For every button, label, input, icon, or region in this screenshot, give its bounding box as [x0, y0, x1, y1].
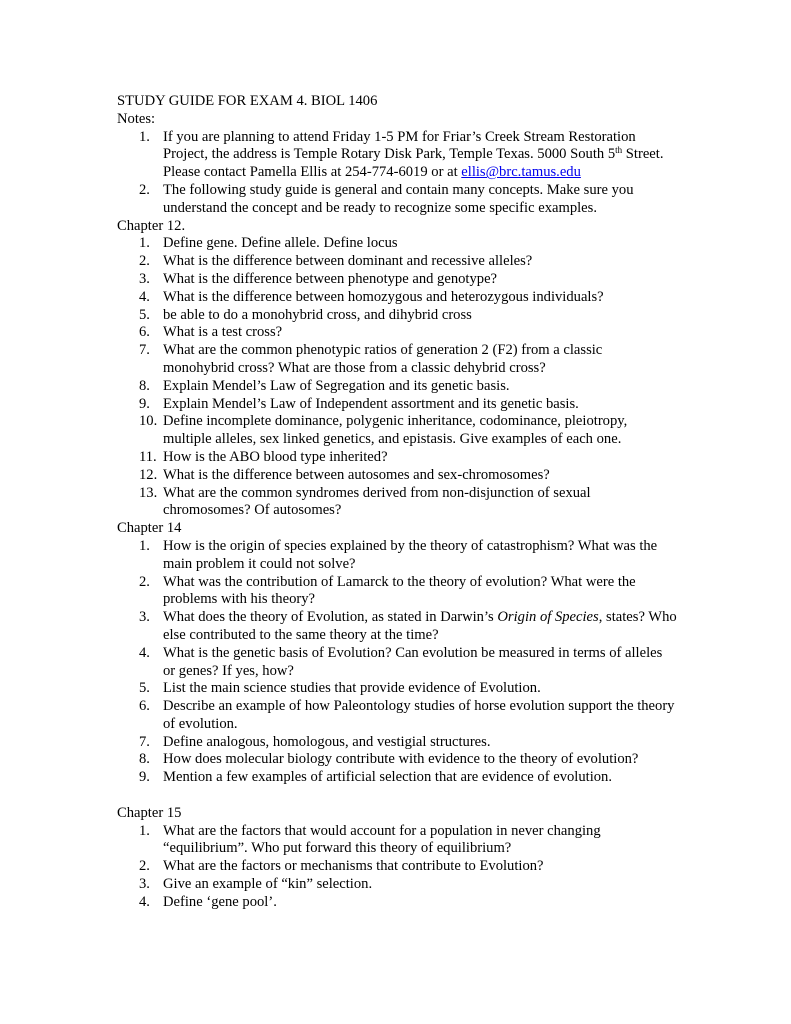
notes-item-text: The following study guide is general and contain many concepts. Make sure you understand the concept and be ready to recognize some specific examples.	[163, 181, 634, 216]
question-item	[117, 449, 677, 467]
question-item	[117, 609, 677, 645]
question-list	[117, 538, 677, 787]
question-text: What is the difference between phenotype and genotype?	[163, 270, 498, 287]
list-number: 4.	[139, 644, 150, 661]
chapter-heading: Chapter 14	[117, 520, 182, 537]
list-number: 9.	[139, 769, 150, 786]
question-text: Define ‘gene pool’.	[163, 893, 277, 910]
question-item	[117, 324, 677, 342]
document-title: STUDY GUIDE FOR EXAM 4. BIOL 1406	[117, 93, 378, 109]
question-text: Define analogous, homologous, and vestigial structures.	[163, 733, 491, 750]
list-number: 5.	[139, 306, 150, 323]
list-number: 2.	[139, 253, 150, 270]
question-list	[117, 235, 677, 520]
list-number: 5.	[139, 680, 150, 697]
notes-item	[117, 182, 677, 218]
question-item	[117, 289, 677, 307]
question-item	[117, 413, 677, 449]
question-text: Give an example of “kin” selection.	[163, 876, 373, 893]
question-text: Define incomplete dominance, polygenic inheritance, codominance, pleiotropy, multiple alleles, sex linked genetics, and epistasis. Give examples of each one.	[163, 413, 628, 448]
question-item	[117, 698, 677, 734]
question-text: How does molecular biology contribute with evidence to the theory of evolution?	[163, 751, 639, 768]
list-number: 13.	[139, 484, 158, 501]
question-text: What was the contribution of Lamarck to the theory of evolution? What were the problems with his theory?	[163, 573, 636, 608]
question-item	[117, 467, 677, 485]
email-link[interactable]: ellis@brc.tamus.edu	[461, 164, 581, 181]
list-number: 1.	[139, 235, 150, 252]
notes-item-text-cont: Street. Please contact Pamella Ellis at 254-774-6019 or at	[163, 146, 664, 181]
list-number: 6.	[139, 698, 150, 715]
document-body	[117, 93, 677, 912]
question-item	[117, 858, 677, 876]
question-text: Explain Mendel’s Law of Independent assortment and its genetic basis.	[163, 395, 579, 412]
question-text: be able to do a monohybrid cross, and dihybrid cross	[163, 306, 472, 323]
list-number: 1.	[139, 822, 150, 839]
question-item	[117, 378, 677, 396]
notes-item-text: If you are planning to attend Friday 1-5 PM for Friar’s Creek Stream Restoration Project, the address is Temple Rotary Disk Park, Temple Texas. 5000 South 5	[163, 128, 636, 163]
question-item	[117, 823, 677, 859]
blank-line	[117, 787, 677, 805]
list-number: 2.	[139, 858, 150, 875]
question-text: What is the genetic basis of Evolution? Can evolution be measured in terms of alleles or genes? If yes, how?	[163, 644, 663, 679]
list-number: 2.	[139, 573, 150, 590]
question-text: List the main science studies that provide evidence of Evolution.	[163, 680, 541, 697]
question-item	[117, 235, 677, 253]
question-text: What is the difference between autosomes and sex-chromosomes?	[163, 466, 550, 483]
list-number: 7.	[139, 342, 150, 359]
question-text-cont: , states? Who else contributed to the same theory at the time?	[163, 609, 677, 643]
question-text: Explain Mendel’s Law of Segregation and its genetic basis.	[163, 377, 510, 394]
question-text: Describe an example of how Paleontology studies of horse evolution support the theory of evolution.	[163, 698, 675, 732]
list-number: 11.	[139, 448, 157, 465]
list-number: 3.	[139, 609, 150, 626]
chapter-heading: Chapter 12.	[117, 217, 186, 234]
list-number: 4.	[139, 288, 150, 305]
question-text: What are the common syndromes derived from non-disjunction of sexual chromosomes? Of autosomes?	[163, 484, 591, 519]
notes-item	[117, 129, 677, 182]
question-item	[117, 253, 677, 271]
question-item	[117, 769, 677, 787]
list-number: 1.	[139, 128, 150, 145]
list-number: 2.	[139, 181, 150, 198]
question-text: Define gene. Define allele. Define locus	[163, 235, 398, 252]
ordinal-suffix: th	[615, 145, 623, 156]
list-number: 4.	[139, 893, 150, 910]
question-text: What does the theory of Evolution, as stated in Darwin’s	[163, 609, 498, 626]
question-item	[117, 894, 677, 912]
notes-label: Notes:	[117, 110, 156, 127]
list-number: 3.	[139, 270, 150, 287]
notes-list	[117, 129, 677, 218]
question-item	[117, 645, 677, 681]
question-item	[117, 307, 677, 325]
list-number: 7.	[139, 733, 150, 750]
question-text: What is the difference between homozygous and heterozygous individuals?	[163, 288, 604, 305]
list-number: 10.	[139, 413, 158, 430]
question-list	[117, 823, 677, 912]
question-text: What is a test cross?	[163, 324, 283, 341]
question-text: What are the factors that would account for a population in never changing “equilibrium”. Who put forward this theory of equilibrium?	[163, 822, 601, 857]
list-number: 1.	[139, 537, 150, 554]
question-item	[117, 751, 677, 769]
list-number: 3.	[139, 876, 150, 893]
question-item	[117, 538, 677, 574]
question-item	[117, 396, 677, 414]
question-text: What is the difference between dominant and recessive alleles?	[163, 253, 533, 270]
question-item	[117, 342, 677, 378]
question-text: What are the common phenotypic ratios of generation 2 (F2) from a classic monohybrid cross? What are those from a classic dehybrid cross?	[163, 342, 603, 376]
question-item	[117, 485, 677, 521]
list-number: 8.	[139, 751, 150, 768]
book-title: Origin of Species	[497, 609, 599, 626]
question-text: How is the origin of species explained by the theory of catastrophism? What was the main problem it could not solve?	[163, 537, 658, 572]
list-number: 12.	[139, 466, 158, 483]
question-item	[117, 271, 677, 289]
question-item	[117, 876, 677, 894]
list-number: 9.	[139, 395, 150, 412]
question-text: What are the factors or mechanisms that contribute to Evolution?	[163, 858, 544, 875]
question-text: Mention a few examples of artificial selection that are evidence of evolution.	[163, 769, 612, 786]
question-text: How is the ABO blood type inherited?	[163, 448, 388, 465]
chapter-heading: Chapter 15	[117, 804, 182, 821]
question-item	[117, 680, 677, 698]
question-item	[117, 574, 677, 610]
list-number: 8.	[139, 377, 150, 394]
question-item	[117, 734, 677, 752]
list-number: 6.	[139, 324, 150, 341]
